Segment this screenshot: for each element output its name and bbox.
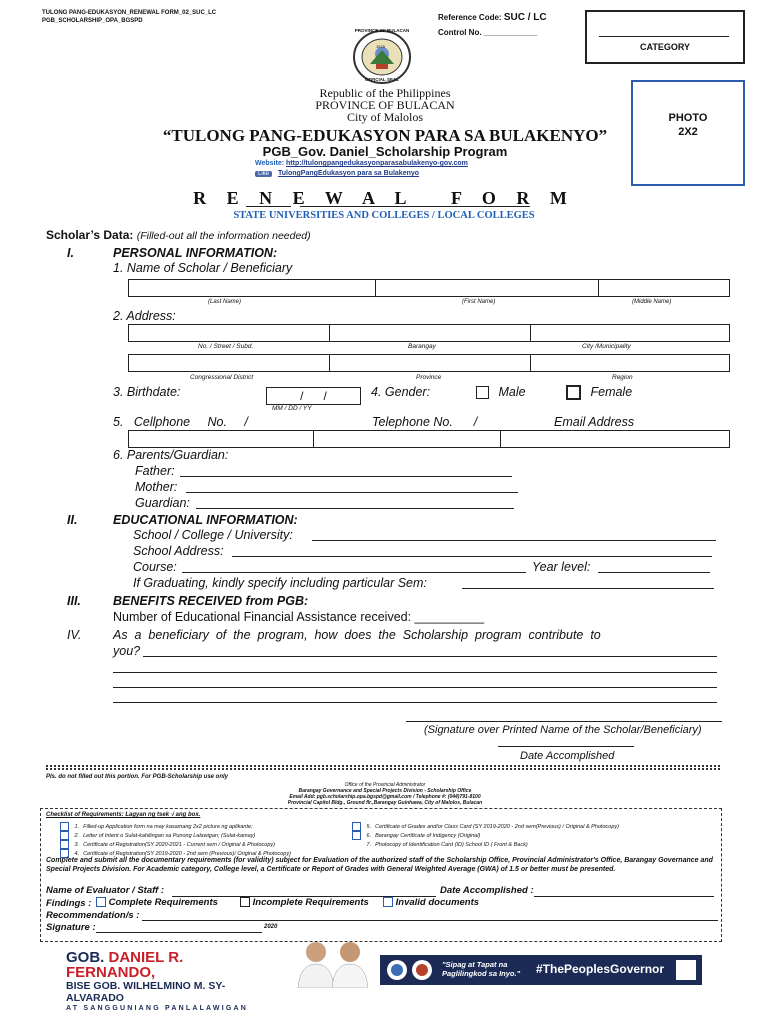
control-number: Control No. ____________ [438, 28, 538, 37]
mother-label: Mother: [135, 480, 178, 494]
first-name-label: (First Name) [462, 299, 496, 305]
year-level-field[interactable] [598, 572, 710, 573]
program-title: “TULONG PANG-EDUKASYON PARA SA BULAKENYO” [162, 126, 608, 145]
answer-line-1[interactable] [143, 656, 717, 657]
answer-line-3[interactable] [113, 687, 717, 688]
graduating-field[interactable] [462, 588, 714, 589]
seal-bottom-text: OFFICIAL SEAL [365, 77, 399, 82]
requirement-item[interactable]: 3. Certificate of Registration(SY 2020-2021 - Current sem / Original & Photocopy) [60, 840, 291, 849]
requirement-item[interactable]: 4. Certificate of Registration(SY 2019-2020 - 2nd sem (Previous)/ Original & Photocopy) [60, 849, 291, 858]
telephone-field[interactable] [314, 431, 501, 448]
form-code-line2: PGB_SCHOLARSHIP_OPA_BGSPD [42, 18, 143, 24]
qr-code-icon [676, 960, 696, 980]
school-address-field[interactable] [232, 556, 712, 557]
email-label: Email Address [554, 415, 635, 429]
website-line: Website: http://tulongpangedukasyonparasabulakenyo-gov.com [255, 160, 468, 167]
name-grid [128, 279, 730, 297]
form-code-line1: TULONG PANG-EDUKASYON_RENEWAL FORM_02_SUC_LC [42, 10, 217, 16]
cellphone-field[interactable] [129, 431, 314, 448]
form-subtitle: STATE UNIVERSITIES AND COLLEGES / LOCAL COLLEGES [233, 210, 535, 221]
last-name-field[interactable] [129, 280, 376, 297]
findings-label: Findings : [46, 898, 92, 909]
district-label: Congressional District [190, 374, 254, 381]
school-label: School / College / University: [133, 528, 293, 542]
category-box[interactable] [585, 10, 745, 64]
checklist-column-1 [60, 822, 291, 858]
male-checkbox[interactable] [476, 386, 489, 399]
guardian-label: Guardian: [135, 496, 190, 510]
province-field[interactable] [330, 355, 531, 372]
address-grid-1 [128, 324, 730, 342]
barangay-label: Barangay [408, 343, 436, 350]
contact-grid [128, 430, 730, 448]
requirement-item[interactable]: 2. Letter of Intent o Sulat-kahilingan sa Punong Lalawigan; (Sulat-kamay) [60, 831, 291, 840]
scholar-data-heading: Scholar’s Data: (Filled-out all the information needed) [46, 228, 311, 242]
barangay-field[interactable] [330, 325, 531, 342]
reference-code: Reference Code: SUC / LC [438, 12, 547, 23]
signature-field[interactable] [406, 721, 722, 722]
office-signature-field[interactable] [96, 932, 262, 933]
recommendation-field[interactable] [142, 920, 718, 921]
signature-caption: (Signature over Printed Name of the Scholar/Beneficiary) [424, 724, 702, 736]
section-2-number: II. [67, 513, 78, 527]
date-format-label: MM / DD / YY [272, 405, 312, 412]
province-label: Province [416, 374, 442, 381]
section-4-number: IV. [67, 628, 82, 642]
year-level-label: Year level: [532, 560, 591, 574]
governor-banner [66, 950, 276, 1014]
section-1-number: I. [67, 246, 74, 260]
governor-name: GOB. DANIEL R. FERNANDO, [66, 949, 184, 981]
complete-checkbox[interactable] [96, 897, 106, 907]
facebook-page-link[interactable]: TulongPangEdukasyon para sa Bulakenyo [277, 170, 420, 177]
graduating-label: If Graduating, kindly specify including particular Sem: [133, 576, 427, 590]
invalid-checkbox[interactable] [383, 897, 393, 907]
office-only-notice: Pls. do not filled out this portion. For PGB-Scholarship use only [46, 774, 229, 780]
city: City of Malolos [346, 110, 423, 124]
category-label: CATEGORY [639, 42, 690, 52]
requirement-item[interactable]: 1. Filled-up Application form na may kasamang 2x2 picture ng aplikante; [60, 822, 291, 831]
birthdate-label: 3. Birthdate: [113, 385, 181, 399]
footer-blue-bar [380, 955, 702, 985]
incomplete-option[interactable]: Incomplete Requirements [240, 897, 369, 908]
requirement-item[interactable]: 7. Photocopy of Identification Card (ID) School ID ( Front & Back) [352, 840, 619, 849]
address-question: 2. Address: [113, 309, 176, 323]
date-accomplished-field[interactable] [498, 746, 634, 747]
contribution-question: As a beneficiary of the program, how does the Scholarship program contribute to [113, 628, 601, 642]
cellphone-label: 5. Cellphone No. / [113, 415, 248, 429]
incomplete-checkbox[interactable] [240, 897, 250, 907]
gender-female-option[interactable]: Female [566, 385, 632, 400]
contribution-you: you? [113, 644, 141, 658]
vice-governor-name: BISE GOB. WILHELMINO M. SY-ALVARADO [66, 980, 226, 1004]
signature-year: 2020 [264, 924, 278, 930]
city-field[interactable] [531, 325, 730, 342]
photo-size: 2X2 [678, 126, 698, 138]
section-1-title: PERSONAL INFORMATION: [113, 246, 278, 260]
seal-top-text: PROVINCE OF BULACAN [354, 28, 410, 33]
city-label: City /Municipality [582, 343, 631, 350]
program-subtitle: PGB_Gov. Daniel_Scholarship Program [262, 144, 508, 159]
signature-label: Signature : [46, 922, 96, 933]
answer-line-2[interactable] [113, 672, 717, 673]
date-acc-field[interactable] [534, 896, 714, 897]
section-2-title: EDUCATIONAL INFORMATION: [113, 513, 298, 527]
recommendation-label: Recommendation/s : [46, 910, 140, 921]
slogan: "Sipag at Tapat na Paglilingkod sa Inyo." [442, 960, 521, 978]
date-acc-label: Date Accomplished : [440, 885, 534, 896]
photo-label: PHOTO [668, 112, 708, 124]
email-field[interactable] [501, 431, 730, 448]
like-button[interactable]: Like [255, 171, 272, 177]
school-address-label: School Address: [133, 544, 224, 558]
section-3-title: BENEFITS RECEIVED from PGB: [113, 594, 309, 608]
first-name-field[interactable] [376, 280, 599, 297]
seal-logos-icon [386, 958, 434, 982]
header-address [250, 87, 520, 123]
checklist-column-2 [352, 822, 619, 849]
street-field[interactable] [129, 325, 330, 342]
father-label: Father: [135, 464, 175, 478]
facebook-line [255, 170, 419, 177]
name-question: 1. Name of Scholar / Beneficiary [113, 261, 293, 275]
middle-name-label: (Middle Name) [632, 299, 672, 305]
answer-line-4[interactable] [113, 702, 717, 703]
gender-male-option[interactable]: Male [476, 385, 526, 399]
middle-name-field[interactable] [599, 280, 730, 297]
evaluator-label: Name of Evaluator / Staff : [46, 885, 165, 896]
requirement-item[interactable]: 5. Certificate of Grades and/or Class Card (SY 2019-2020 - 2nd sem(Previous) / Original & Photocopy) [352, 822, 619, 831]
street-label: No. / Street / Subd. [198, 343, 254, 350]
parents-label: 6. Parents/Guardian: [113, 448, 229, 462]
invalid-option[interactable]: Invalid documents [383, 897, 479, 908]
school-field[interactable] [312, 540, 716, 541]
sanggunian-label: AT SANGGUNIANG PANLALAWIGAN [66, 1005, 249, 1012]
guardian-field[interactable] [196, 508, 514, 509]
address-grid-2 [128, 354, 730, 372]
seal-year: 1578 [376, 44, 385, 49]
telephone-label: Telephone No. / [372, 415, 478, 429]
checklist-title: Checklist of Requirements: Lagyan ng tsek √ ang box. [46, 812, 201, 818]
republic: Republic of the Philippines [319, 86, 451, 100]
assistance-count: Number of Educational Financial Assistance received: __________ [113, 610, 485, 624]
website-link[interactable]: http://tulongpangedukasyonparasabulakenyo-gov.com [286, 160, 468, 167]
office-info: Office of the Provincial Administrator Barangay Governance and Special Projects Division - Scholarship Office Email Add: pgb.scholarship.opa.bgspd@gmail.com / Telephone #: (044)791-8100 Provincial Capitol Bldg., Ground flr.,Barangay Guinhawa, City of Malolos, Bulacan [287, 782, 483, 806]
birthdate-field[interactable]: / / [266, 387, 361, 405]
mother-field[interactable] [186, 492, 518, 493]
requirement-item[interactable]: 6. Barangay Certificate of Indigency (Original) [352, 831, 619, 840]
form-title: R E N E W A L F O R M [193, 188, 575, 208]
last-name-label: (Last Name) [208, 299, 242, 305]
instructions: Complete and submit all the documentary requirements (for validity) subject for Evaluation of the authorized staff of the Scholarship Office, Provincial Administrator's Office, Barangay Governance and Special Projects Division. For Academic category, College level, a Certificate or Report of Grades with General Weighted Average (GWA) of 1.5 or better must be presented. [46, 857, 713, 873]
course-field[interactable] [182, 572, 526, 573]
region-label: Region [612, 374, 633, 381]
course-label: Course: [133, 560, 177, 574]
province: PROVINCE OF BULACAN [315, 98, 455, 112]
date-accomplished-label: Date Accomplished [520, 750, 615, 762]
female-checkbox[interactable] [566, 385, 581, 400]
region-field[interactable] [531, 355, 730, 372]
separator-line [46, 765, 720, 767]
section-3-number: III. [67, 594, 81, 608]
gender-label: 4. Gender: [371, 385, 431, 399]
complete-option[interactable]: Complete Requirements [96, 897, 218, 908]
separator-line-2 [46, 768, 720, 770]
official-seal-icon [346, 28, 418, 86]
hashtag: #ThePeoplesGovernor [536, 962, 665, 976]
district-field[interactable] [129, 355, 330, 372]
father-field[interactable] [180, 476, 512, 477]
officials-photo-icon [288, 938, 378, 988]
